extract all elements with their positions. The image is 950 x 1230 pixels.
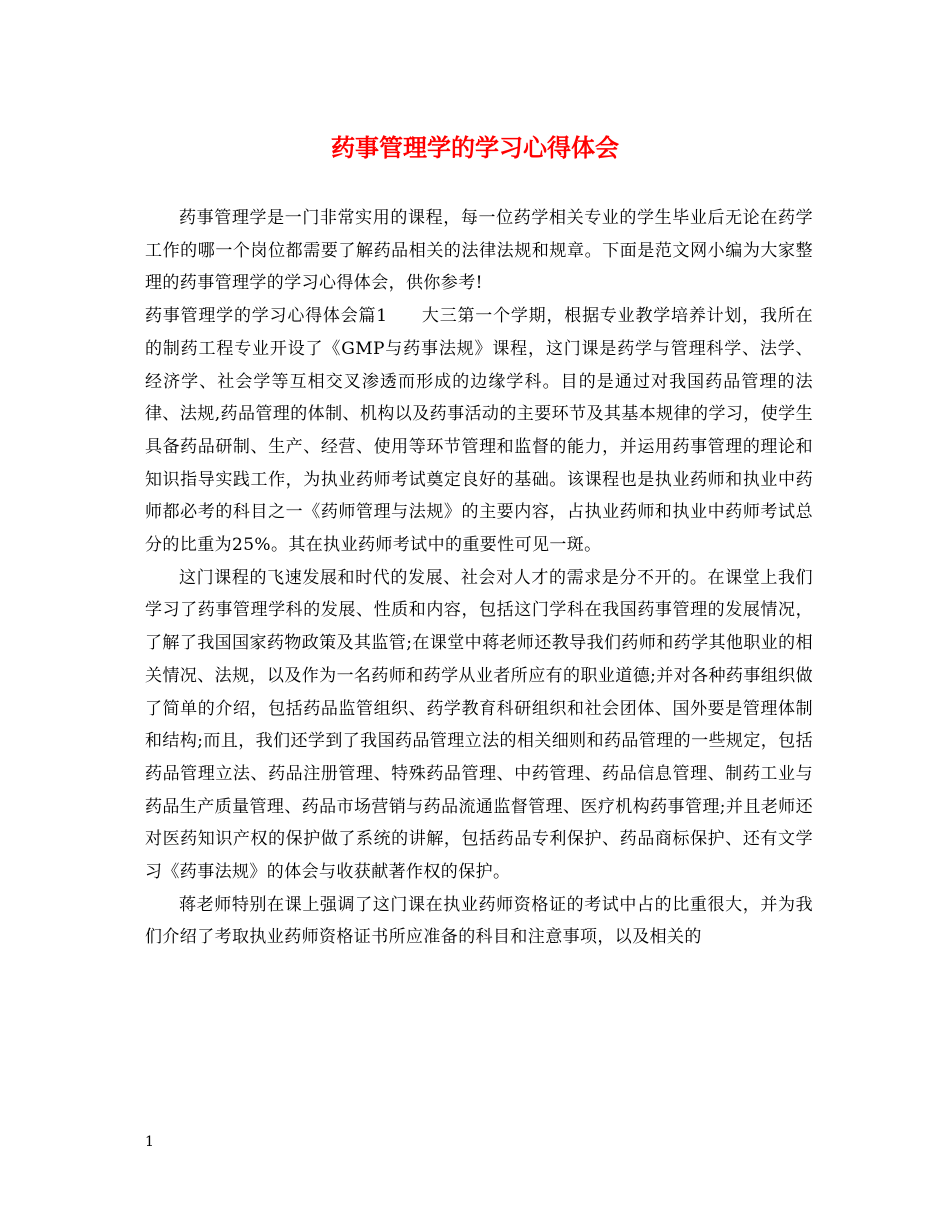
document-title: 药事管理学的学习心得体会: [331, 133, 619, 162]
paragraph-3: 蒋老师特别在课上强调了这门课在执业药师资格证的考试中占的比重很大，并为我们介绍了考取执业药师资格证书所应准备的科目和注意事项，以及相关的: [145, 894, 813, 948]
page-number: 1: [145, 1134, 154, 1150]
document-body: [145, 202, 813, 954]
section1-text: 大三第一个学期，根据专业教学培养计划，我所在的制药工程专业开设了《GMP与药事法规》课程，这门课是药学与管理科学、法学、经济学、社会学等互相交叉渗透而形成的边缘学科。目的是通过对我国药品管理的法律、法规,药品管理的体制、机构以及药事活动的主要环节及其基本规律的学习，使学生具备药品研制、生产、经营、使用等环节管理和监督的能力，并运用药事管理的理论和知识指导实践工作，为执业药师考试奠定良好的基础。该课程也是执业药师和执业中药师都必考的科目之一《药师管理与法规》的主要内容，占执业药师和执业中药师考试总分的比重为25%。其在执业药师考试中的重要性可见一斑。: [145, 306, 813, 556]
section1-heading: 药事管理学的学习心得体会篇1: [145, 306, 388, 327]
intro-paragraph: 药事管理学是一门非常实用的课程，每一位药学相关专业的学生毕业后无论在药学工作的哪一个岗位都需要了解药品相关的法律法规和规章。下面是范文网小编为大家整理的药事管理学的学习心得体会，供你参考!: [145, 208, 813, 294]
section1-paragraph: [145, 300, 813, 562]
paragraph-2: 这门课程的飞速发展和时代的发展、社会对人才的需求是分不开的。在课堂上我们学习了药事管理学科的发展、性质和内容，包括这门学科在我国药事管理的发展情况，了解了我国国家药物政策及其监管;在课堂中蒋老师还教导我们药师和药学其他职业的相关情况、法规，以及作为一名药师和药学从业者所应有的职业道德;并对各种药事组织做了简单的介绍，包括药品监管组织、药学教育科研组织和社会团体、国外要是管理体制和结构;而且，我们还学到了我国药品管理立法的相关细则和药品管理的一些规定，包括药品管理立法、药品注册管理、特殊药品管理、中药管理、药品信息管理、制药工业与药品生产质量管理、药品市场营销与药品流通监督管理、医疗机构药事管理;并且老师还对医药知识产权的保护做了系统的讲解，包括药品专利保护、药品商标保护、还有文学习《药事法规》的体会与收获献著作权的保护。: [145, 567, 813, 883]
